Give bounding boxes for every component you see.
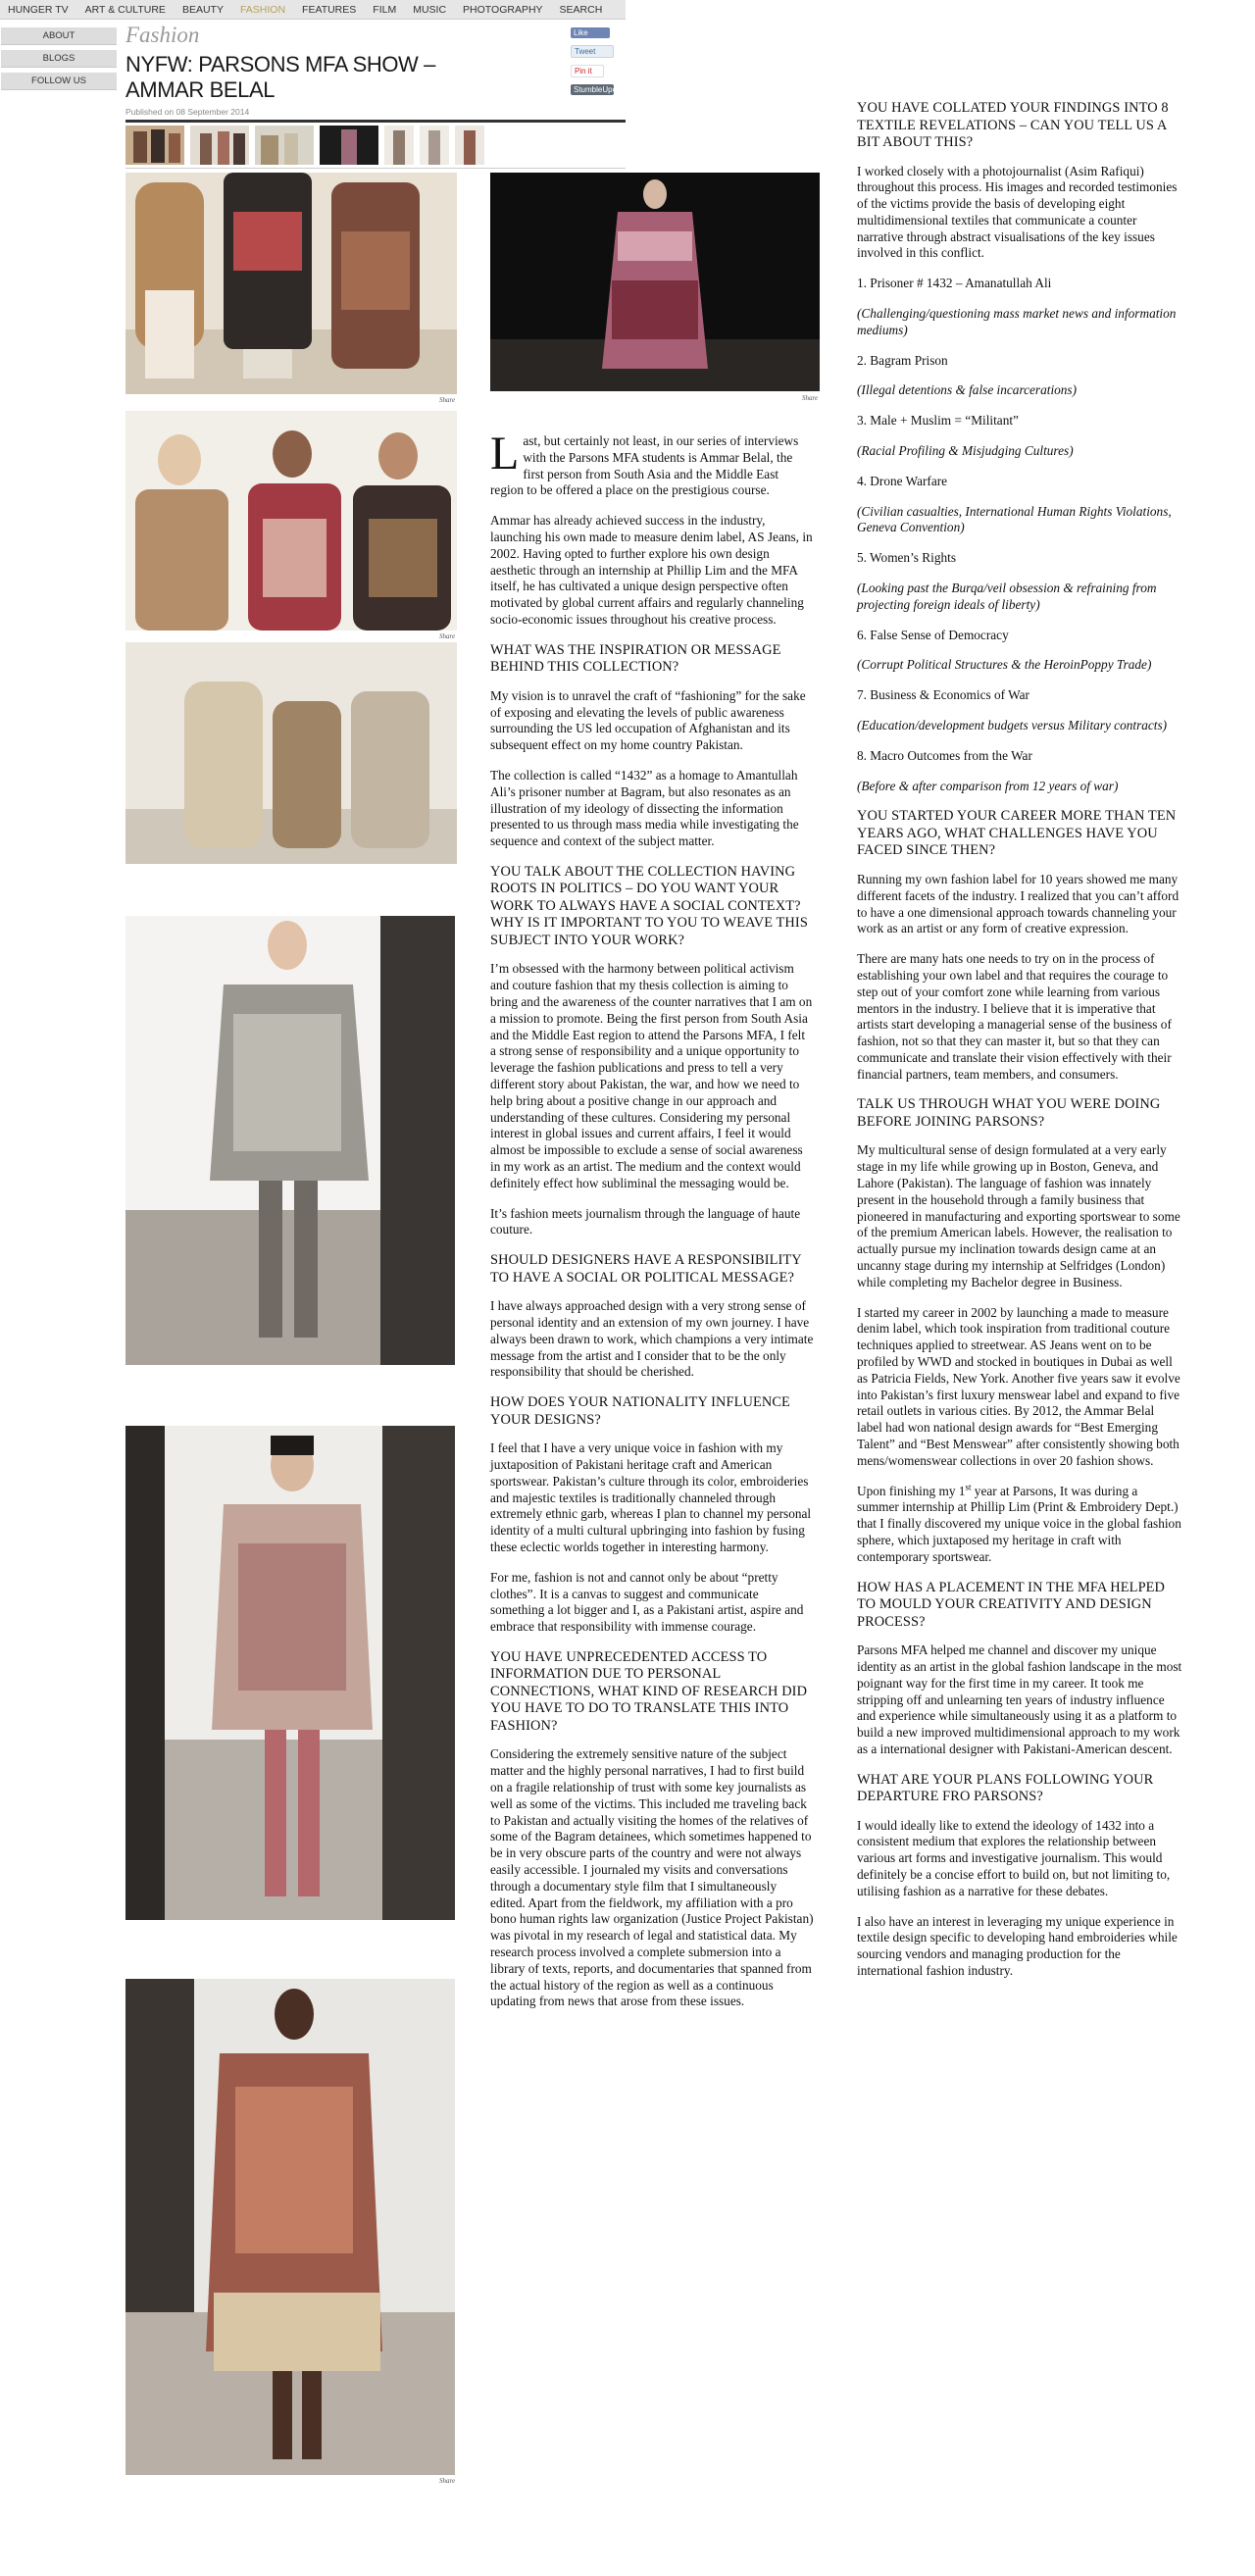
interview-question: WHAT ARE YOUR PLANS FOLLOWING YOUR DEPARTURE FRO PARSONS? xyxy=(857,1771,1154,1805)
textile-item: 3. Male + Muslim = “Militant” xyxy=(857,413,1019,429)
intro-paragraph: Last, but certainly not least, in our series of interviews with the Parsons MFA students is Ammar Belal, the first person from South Asia and the Middle East region to be offered a place on the prestigious course. xyxy=(490,428,799,498)
answer-paragraph: My multicultural sense of design formulated at a very early stage in my life while growing up in Boston, Geneva, and Lahore (Pakistan). The language of fashion was innately present in the household through a family business that pioneered in manufacturing and exporting sportswear to some of the premium American labels. However, the realisation to actually pursue my inclination towards design came at an uncanny stage during my internship at Selfridges (London) while completing my Bachelor degree in Business. xyxy=(857,1142,1180,1289)
answer-paragraph: I would ideally like to extend the ideology of 1432 into a consistent medium that explores the relationship between various art forms and investigative journalism. This would definitely be a concise effort to build on, but not limiting to, utilising fashion as a narrative for these debates. xyxy=(857,1817,1171,1898)
answer-paragraph: There are many hats one needs to try on in the process of establishing your own label and that requires the courage to step out of your comfort zone while learning from various mentors in the industry. I believe that it is imperative that artists start developing a managerial sense of the business of fashion, not so that they can master it, but so that they can communicate and translate their vision effectively with their financial partners, team members, and consumers. xyxy=(857,951,1172,1082)
gallery-thumbnail[interactable] xyxy=(420,126,449,165)
interview-question: HOW HAS A PLACEMENT IN THE MFA HELPED TO MOULD YOUR CREATIVITY AND DESIGN PROCESS? xyxy=(857,1579,1166,1630)
runway-photo-look-2 xyxy=(126,1426,455,1920)
interview-question: SHOULD DESIGNERS HAVE A RESPONSIBILITY TO HAVE A SOCIAL OR POLITICAL MESSAGE? xyxy=(490,1252,802,1286)
textile-item: 7. Business & Economics of War xyxy=(857,687,1029,703)
photo-credit: Share xyxy=(439,2477,456,2485)
section-label: Fashion xyxy=(126,23,200,47)
answer-paragraph: I feel that I have a very unique voice in fashion with my juxtaposition of Pakistani heritage craft and American sportswear. Pakistan’s culture through its color, embroideries and majestic textiles is traditionally channeled through extremely ethnic garb, whereas I plan to channel my personal identity of a multi cultural upbringing into fashion by fusing these eclectic worlds together in interesting harmony. xyxy=(490,1440,812,1554)
answer-paragraph: Running my own fashion label for 10 years showed me many different facets of the industry. I realized that you can’t afford to have a one dimensional approach towards channeling your work as an artist or any form of creative expression. xyxy=(857,871,1180,936)
textile-item: 8. Macro Outcomes from the War xyxy=(857,747,1032,763)
tweet-button[interactable]: Tweet xyxy=(571,45,614,58)
top-navigation xyxy=(0,0,626,20)
pinterest-button[interactable]: Pin it xyxy=(571,65,604,77)
textile-item: 4. Drone Warfare xyxy=(857,473,948,488)
runway-photo-look-3 xyxy=(126,1979,455,2475)
answer-paragraph: It’s fashion meets journalism through the language of haute couture. xyxy=(490,1205,801,1237)
interview-question: YOU HAVE UNPRECEDENTED ACCESS TO INFORMATION DUE TO PERSONAL CONNECTIONS, WHAT KIND OF RESEARCH DID YOU HAVE TO DO TO TRANSLATE THIS INTO FASHION? xyxy=(490,1648,808,1734)
gallery-thumbnail[interactable] xyxy=(455,126,484,165)
interview-question: YOU STARTED YOUR CAREER MORE THAN TEN YEARS AGO, WHAT CHALLENGES HAVE YOU FACED SINCE THEN? xyxy=(857,808,1177,859)
nav-film[interactable]: FILM xyxy=(373,3,397,16)
interview-question: TALK US THROUGH WHAT YOU WERE DOING BEFORE JOINING PARSONS? xyxy=(857,1096,1161,1130)
published-date: Published on 08 September 2014 xyxy=(126,107,250,117)
answer-paragraph: I started my career in 2002 by launching a made to measure denim label, which took inspiration from traditional couture techniques applied to streetwear. AS Jeans went on to be profiled by WWD and stocked in boutiques in Dubai as well as Patricia Fields, New York. Another five years saw it evolve into Pakistan’s first luxury menswear label and expand to five retail outlets in various cities. By 2012, the Ammar Belal label had won national design awards for “Best Emerging Talent” and “Best Menswear” after consistently showing both mens/womenswear collections in over 20 fashion shows. xyxy=(857,1304,1180,1468)
textile-description: (Corrupt Political Structures & the HeroinPoppy Trade) xyxy=(857,657,1152,673)
gallery-thumbnail[interactable] xyxy=(190,126,249,165)
gallery-thumbnail[interactable] xyxy=(384,126,414,165)
photo-credit: Share xyxy=(439,632,456,640)
interview-question: HOW DOES YOUR NATIONALITY INFLUENCE YOUR DESIGNS? xyxy=(490,1394,790,1428)
answer-paragraph: The collection is called “1432” as a homage to Amantullah Ali’s prisoner number at Bagram, but also resonates as an illustration of my ideology of dissecting the information presented to us through mass media while investigating the sequence and context of the subject matter. xyxy=(490,767,799,849)
drop-cap: L xyxy=(490,428,520,480)
page-title: NYFW: PARSONS MFA SHOW – AMMAR BELAL xyxy=(126,52,435,102)
share-buttons xyxy=(571,27,622,102)
nav-fashion[interactable]: FASHION xyxy=(239,3,286,16)
interview-question: YOU TALK ABOUT THE COLLECTION HAVING ROOTS IN POLITICS – DO YOU WANT YOUR WORK TO ALWAYS HAVE A SOCIAL CONTEXT? WHY IS IT IMPORTANT TO YOU TO WEAVE THIS SUBJECT INTO YOUR WORK? xyxy=(490,863,808,948)
textile-description: (Education/development budgets versus Military contracts) xyxy=(857,718,1168,733)
answer-paragraph: I have always approached design with a very strong sense of personal identity and an extension of my own journey. I have always been drawn to work, which champions a very intimate message from the artist and I consider that to be the only responsibility that should be cherished. xyxy=(490,1298,814,1380)
answer-paragraph: For me, fashion is not and cannot only be about “pretty clothes”. It is a canvas to suggest and communicate something a lot bigger and I, as a Pakistani artist, aspire and embrace that responsibility with immense courage. xyxy=(490,1569,804,1635)
textile-item: 6. False Sense of Democracy xyxy=(857,627,1009,642)
side-menu-about[interactable]: ABOUT xyxy=(1,27,117,45)
photo-credit: Share xyxy=(439,396,456,404)
nav-beauty[interactable]: BEAUTY xyxy=(181,3,224,16)
answer-paragraph: Parsons MFA helped me channel and discover my unique identity as an artist in the global fashion landscape in the most poignant way for the first time in my career. It took me stripping off and unlearning ten years of industry influence and experience while simultaneously using it as a platform to build a new improved multidimensional approach to my work as a international designer with Pakistani-American descent. xyxy=(857,1642,1182,1756)
nav-photography[interactable]: PHOTOGRAPHY xyxy=(463,3,543,16)
article-column-middle xyxy=(490,428,814,2024)
body-paragraph: Ammar has already achieved success in the industry, launching his own made to measure denim label, AS Jeans, in 2002. Having opted to further explore his own design aesthetic through an internship at Phillip Lim and the MFA itself, he has cultivated a unique design perspective often motivated by global current affairs and regularly channeling socio-economic issues throughout his creative process. xyxy=(490,513,813,627)
textile-description: (Illegal detentions & false incarcerations) xyxy=(857,382,1078,398)
runway-photo-dark xyxy=(490,173,820,391)
stumbleupon-button[interactable]: StumbleUpon xyxy=(571,84,614,95)
nav-search[interactable]: SEARCH xyxy=(559,3,603,16)
backstage-photo-group xyxy=(126,173,457,394)
nav-hunger-tv[interactable]: HUNGER TV xyxy=(8,3,69,16)
textile-description: (Challenging/questioning mass market news and information mediums) xyxy=(857,306,1177,337)
facebook-like-button[interactable]: Like xyxy=(571,27,610,38)
backstage-photo-three-models xyxy=(126,411,457,631)
interview-question: WHAT WAS THE INSPIRATION OR MESSAGE BEHIND THIS COLLECTION? xyxy=(490,641,781,676)
textile-item: 5. Women’s Rights xyxy=(857,550,957,566)
side-menu-follow-us[interactable]: FOLLOW US xyxy=(1,73,117,90)
answer-paragraph: I worked closely with a photojournalist (Asim Rafiqui) throughout this process. His images and recorded testimonies of the victims provide the basis of developing eight multidimensional textiles that communicate a counter narrative through abstract visualisations of the key issues involved in this conflict. xyxy=(857,163,1178,261)
answer-paragraph: My vision is to unravel the craft of “fashioning” for the sake of exposing and elevating the levels of public awareness surrounding the US led occupation of Afghanistan and its subsequent effect on my home country Pakistan. xyxy=(490,687,806,753)
interview-question: YOU HAVE COLLATED YOUR FINDINGS INTO 8 TEXTILE REVELATIONS – CAN YOU TELL US A BIT ABOUT THIS? xyxy=(857,100,1169,150)
nav-music[interactable]: MUSIC xyxy=(413,3,447,16)
photo-credit: Share xyxy=(802,394,819,402)
gallery-thumbnails xyxy=(126,126,626,169)
nav-features[interactable]: FEATURES xyxy=(302,3,357,16)
side-menu xyxy=(1,27,117,95)
textile-description: (Civilian casualties, International Human Rights Violations, Geneva Convention) xyxy=(857,503,1172,535)
nav-art-culture[interactable]: ART & CULTURE xyxy=(84,3,166,16)
answer-paragraph: Upon finishing my 1st year at Parsons, It was during a summer internship at Phillip Lim (Print & Embroidery Dept.) that I finally discovered my unique voice in the global fashion sphere, which juxtaposed my heritage in craft with contemporary sportswear. xyxy=(857,1482,1181,1564)
textile-item: 2. Bagram Prison xyxy=(857,352,948,368)
answer-paragraph: Considering the extremely sensitive nature of the subject matter and the highly personal narratives, I had to first build on a fragile relationship of trust with some key journalists as well as some of the victims. This included me traveling back to Pakistan and actually visiting the homes of the relatives of some of the Bagram detainees, which sometimes happened to be in very obscure parts of the country and were not always easily accessible. I journaled my visits and conversations through a documentary style film that I simultaneously edited. Apart from the fieldwork, my affiliation with a pro bono human rights law organization (Justice Project Pakistan) was pivotal in my research of legal and statistical data. My research process involved a complete submersion into a library of texts, reports, and documentaries that spanned from the actual history of the region as well as a continuous updating from news that arose from these issues. xyxy=(490,1746,814,2009)
article-column-right xyxy=(857,100,1182,1994)
gallery-thumbnail[interactable] xyxy=(255,126,314,165)
textile-description: (Before & after comparison from 12 years of war) xyxy=(857,778,1119,793)
header-divider xyxy=(126,120,626,123)
textile-item: 1. Prisoner # 1432 – Amanatullah Ali xyxy=(857,276,1052,291)
gallery-thumbnail[interactable] xyxy=(320,126,378,165)
backstage-photo-rack xyxy=(126,642,457,864)
textile-description: (Looking past the Burqa/veil obsession & refraining from projecting foreign ideals of liberty) xyxy=(857,581,1157,612)
answer-paragraph: I also have an interest in leveraging my unique experience in textile design specific to developing hand embroideries while sourcing vendors and managing production for the international fashion industry. xyxy=(857,1913,1178,1979)
textile-description: (Racial Profiling & Misjudging Cultures) xyxy=(857,443,1074,459)
runway-photo-look-1 xyxy=(126,916,455,1365)
gallery-thumbnail[interactable] xyxy=(126,126,184,165)
side-menu-blogs[interactable]: BLOGS xyxy=(1,50,117,68)
answer-paragraph: I’m obsessed with the harmony between political activism and couture fashion that my thesis collection is aiming to bring and the awareness of the counter narratives that I am on a mission to promote. Being the first person from South Asia and the Middle East region to attend the Parsons MFA, I felt a strong sense of responsibility and a unique opportunity to leverage the fashion publications and press to tell a very different story about Pakistan, the war, and how we need to help bring about a positive change in our approach and understanding of these cultures. Considering my personal interest in global issues and current affairs, I feel it would almost be impossible to exclude a sense of social awareness in my work as an artist. The medium and the context would definitely effect how subliminal the messaging would be. xyxy=(490,961,813,1190)
